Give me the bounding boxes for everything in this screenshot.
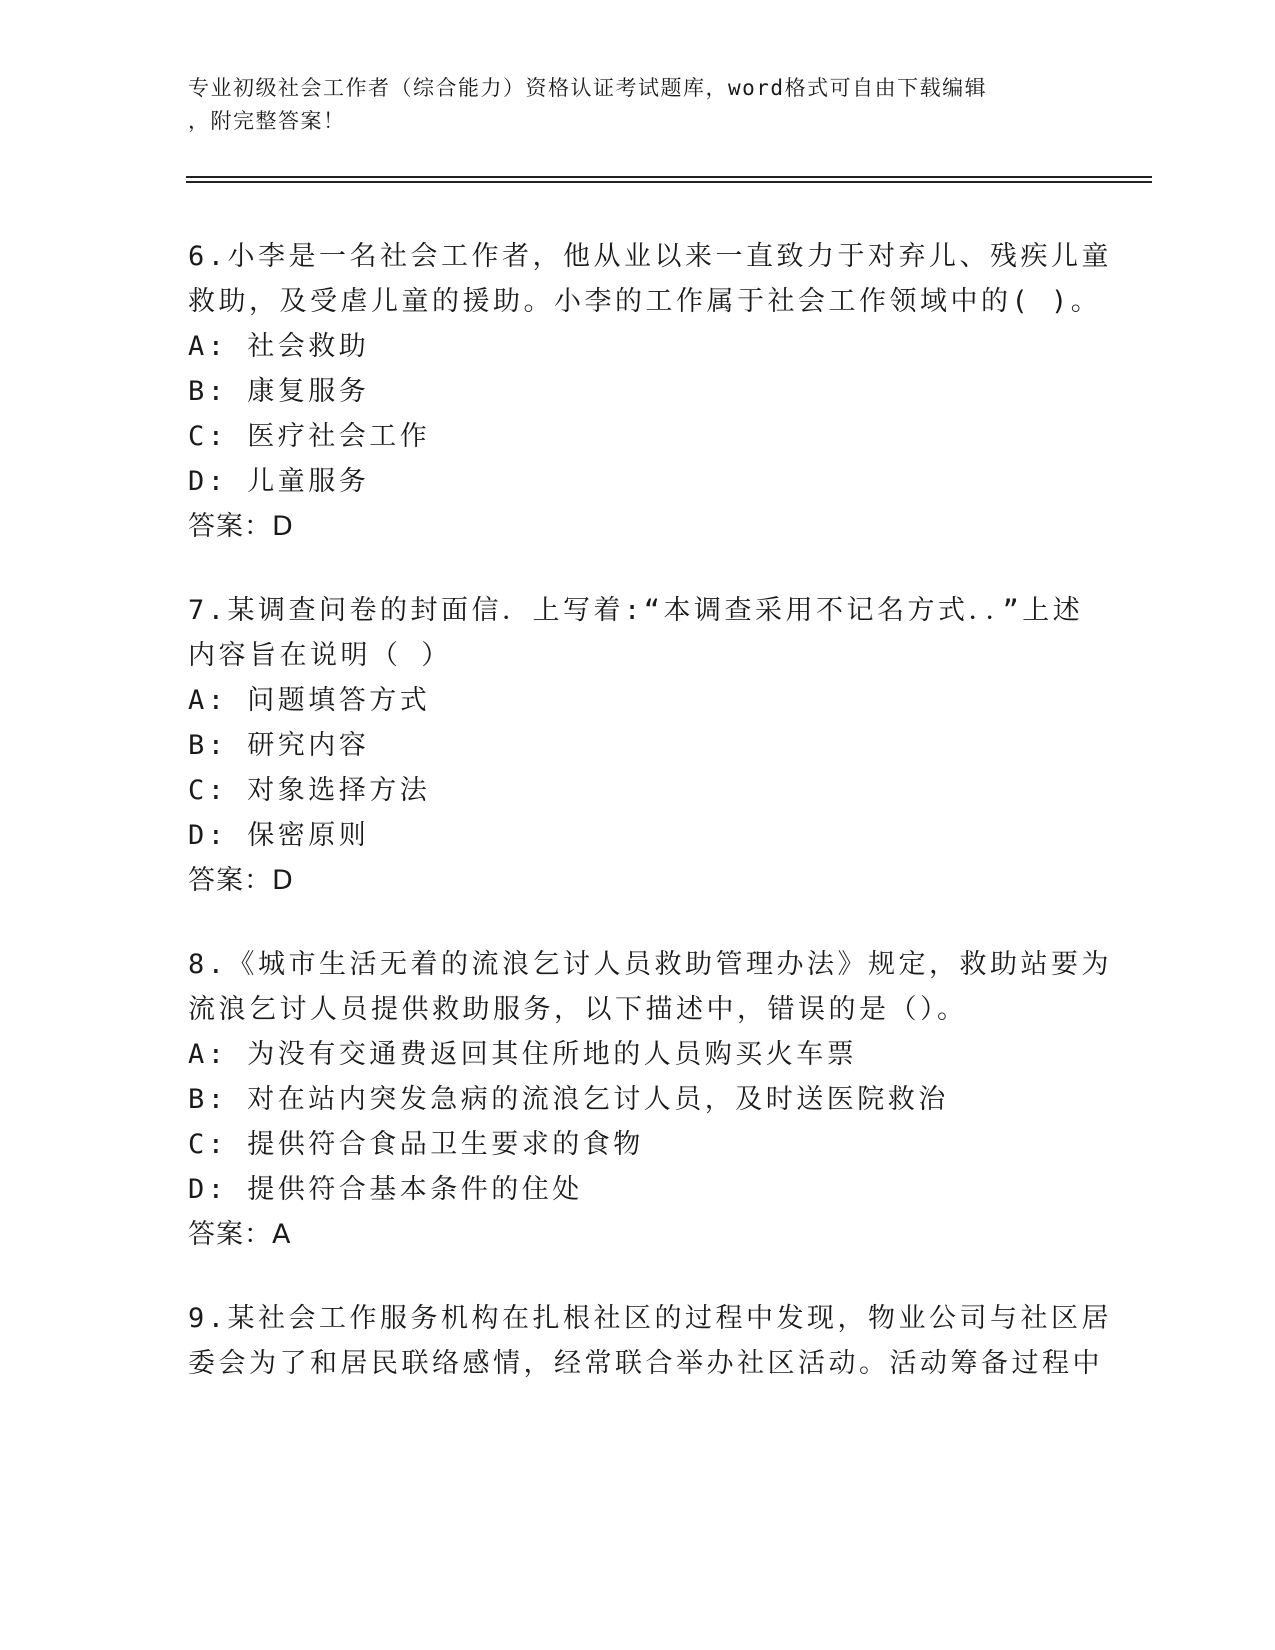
question-text-line: 救助，及受虐儿童的援助。小李的工作属于社会工作领域中的( )。 (188, 286, 1102, 317)
question-8 (188, 942, 1148, 1257)
question-text-line: 内容旨在说明（ ） (188, 640, 452, 671)
question-text-line: 9.某社会工作服务机构在扎根社区的过程中发现，物业公司与社区居 (188, 1303, 1113, 1334)
option-a: A: 问题填答方式 (188, 685, 431, 716)
option-d: D: 儿童服务 (188, 466, 370, 497)
answer-label: 答案：D (188, 865, 294, 896)
page-header (188, 72, 1088, 138)
question-9 (188, 1296, 1148, 1386)
option-d: D: 提供符合基本条件的住处 (188, 1174, 583, 1205)
question-text-line: 6.小李是一名社会工作者，他从业以来一直致力于对弃儿、残疾儿童 (188, 241, 1113, 272)
question-7 (188, 588, 1148, 903)
option-c: C: 医疗社会工作 (188, 421, 431, 452)
header-title-line-1: 专业初级社会工作者（综合能力）资格认证考试题库，word格式可自由下载编辑 (188, 76, 988, 100)
header-title-line-2: ，附完整答案！ (188, 109, 346, 133)
option-c: C: 提供符合食品卫生要求的食物 (188, 1129, 644, 1160)
answer-label: 答案：D (188, 511, 294, 542)
option-b: B: 康复服务 (188, 376, 370, 407)
option-d: D: 保密原则 (188, 820, 370, 851)
question-list (188, 234, 1148, 1425)
option-b: B: 研究内容 (188, 730, 370, 761)
question-text-line: 委会为了和居民联络感情，经常联合举办社区活动。活动筹备过程中 (188, 1348, 1103, 1379)
option-b: B: 对在站内突发急病的流浪乞讨人员，及时送医院救治 (188, 1084, 949, 1115)
header-divider-top (186, 176, 1152, 178)
question-6 (188, 234, 1148, 549)
option-c: C: 对象选择方法 (188, 775, 431, 806)
question-text-line: 流浪乞讨人员提供救助服务，以下描述中，错误的是（）。 (188, 994, 968, 1025)
option-a: A: 社会救助 (188, 331, 370, 362)
question-text-line: 8.《城市生活无着的流浪乞讨人员救助管理办法》规定，救助站要为 (188, 949, 1113, 980)
header-divider-bottom (186, 181, 1152, 183)
question-text-line: 7.某调查问卷的封面信．上写着:“本调查采用不记名方式．．”上述 (188, 595, 1084, 626)
option-a: A: 为没有交通费返回其住所地的人员购买火车票 (188, 1039, 858, 1070)
answer-label: 答案：A (188, 1219, 292, 1250)
